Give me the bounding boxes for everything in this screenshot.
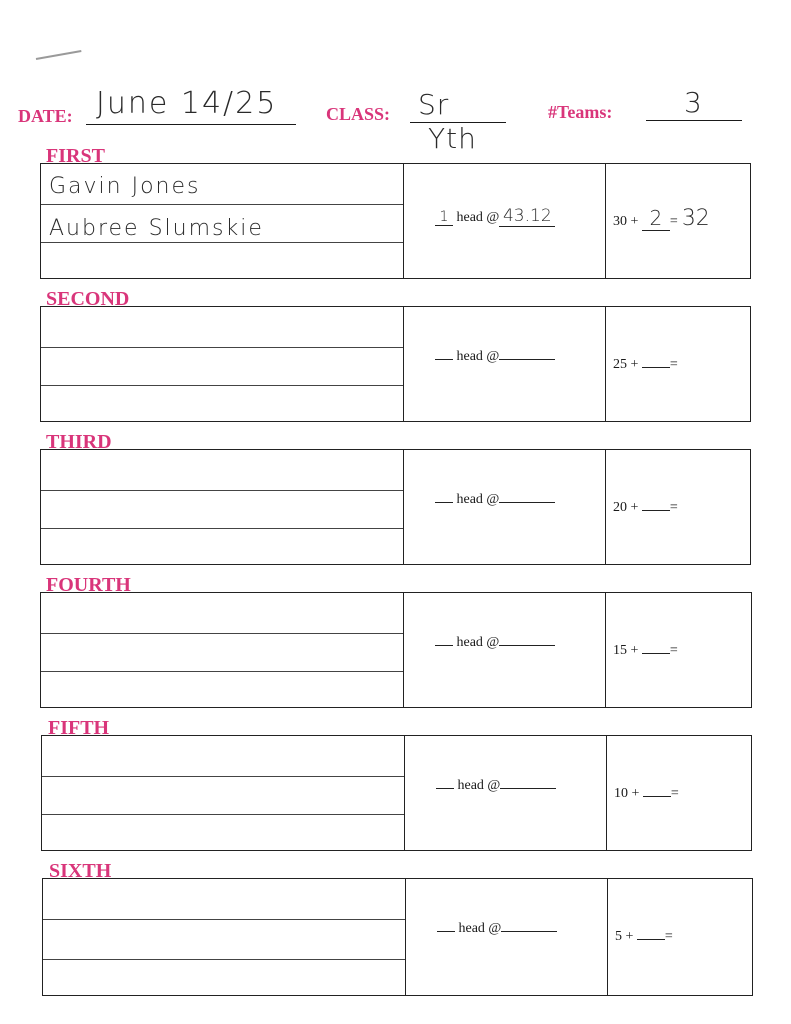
division-title: SIXTH [49, 860, 112, 882]
head-label: head @ [456, 492, 500, 507]
calc-column [605, 593, 751, 707]
head-statement [436, 778, 556, 794]
calc-base: 20 + [613, 500, 639, 515]
names-column [43, 879, 406, 995]
calc-equals: = [664, 929, 673, 944]
name-line [41, 385, 403, 386]
head-column [404, 736, 607, 850]
head-column [403, 593, 606, 707]
division-box [40, 592, 752, 708]
head-count-field[interactable] [435, 359, 453, 360]
calc-total[interactable]: 32 [681, 206, 710, 231]
name-line [41, 490, 403, 491]
division-box [40, 306, 751, 422]
division-title: FIRST [46, 145, 105, 167]
calc-equals: = [669, 357, 678, 372]
teams-underline [646, 120, 742, 121]
calc-statement [615, 921, 677, 946]
head-count-field[interactable] [435, 502, 453, 503]
name-line [41, 528, 403, 529]
date-underline [86, 124, 296, 125]
date-label: DATE: [18, 106, 73, 126]
calc-column [606, 736, 751, 850]
head-at-field[interactable] [501, 931, 557, 932]
calc-base: 25 + [613, 357, 639, 372]
division-box [40, 449, 751, 565]
head-statement [435, 492, 555, 508]
calc-column [607, 879, 752, 995]
division-box [40, 163, 751, 279]
head-at-field[interactable] [500, 788, 556, 789]
name-line [41, 347, 403, 348]
head-column [403, 307, 606, 421]
division-title: FIFTH [48, 717, 110, 739]
head-at-field[interactable]: 43.12 [499, 206, 555, 227]
head-column [405, 879, 608, 995]
added-field[interactable] [642, 510, 670, 511]
name-line [42, 814, 404, 815]
head-statement [437, 921, 557, 937]
calc-base: 5 + [615, 929, 634, 944]
names-column [42, 736, 405, 850]
calc-statement [613, 492, 682, 517]
calc-equals: = [669, 500, 678, 515]
added-field[interactable]: 2 [642, 206, 670, 231]
head-statement [435, 206, 555, 227]
names-column [41, 450, 404, 564]
calc-base: 10 + [614, 786, 640, 801]
date-value[interactable]: June 14/25 [96, 86, 278, 121]
calc-statement [613, 206, 710, 231]
added-field[interactable] [637, 939, 665, 940]
division-title: THIRD [46, 431, 112, 453]
calc-equals: = [669, 643, 678, 658]
head-count-field[interactable] [437, 931, 455, 932]
calc-equals: = [669, 214, 678, 229]
calc-statement [613, 349, 682, 374]
name-line [43, 959, 405, 960]
name-line [43, 919, 405, 920]
added-field[interactable] [642, 367, 670, 368]
name-line [41, 242, 403, 243]
class-value-line1[interactable]: Sr [418, 88, 450, 121]
division-title: SECOND [46, 288, 130, 310]
head-label: head @ [457, 778, 501, 793]
head-label: head @ [456, 210, 500, 225]
head-statement [435, 635, 555, 651]
calc-statement [614, 778, 683, 803]
head-label: head @ [456, 635, 500, 650]
calc-column [605, 307, 750, 421]
division-box [42, 878, 753, 996]
head-at-field[interactable] [499, 502, 555, 503]
division-box [41, 735, 752, 851]
names-column [41, 164, 404, 278]
name-line [41, 204, 403, 205]
class-label: CLASS: [326, 104, 391, 124]
names-column [41, 307, 404, 421]
calc-equals: = [670, 786, 679, 801]
head-count-field[interactable]: 1 [435, 209, 453, 226]
head-label: head @ [456, 349, 500, 364]
head-count-field[interactable] [436, 788, 454, 789]
name-line [41, 633, 403, 634]
head-column [403, 164, 606, 278]
division-title: FOURTH [46, 574, 131, 596]
calc-base: 30 + [613, 214, 639, 229]
name-line [42, 776, 404, 777]
head-statement [435, 349, 555, 365]
calc-statement [613, 635, 682, 660]
teams-value[interactable]: 3 [684, 86, 703, 119]
stray-pencil-mark [36, 50, 82, 60]
head-at-field[interactable] [499, 645, 555, 646]
name-line [41, 671, 403, 672]
calc-column [605, 450, 750, 564]
head-count-field[interactable] [435, 645, 453, 646]
calc-base: 15 + [613, 643, 639, 658]
competitor-name-1[interactable]: Gavin Jones [49, 174, 201, 199]
head-at-field[interactable] [499, 359, 555, 360]
class-value-line2[interactable]: Yth [428, 122, 477, 155]
names-column [41, 593, 404, 707]
calc-column [605, 164, 750, 278]
competitor-name-2[interactable]: Aubree Slumskie [49, 216, 264, 241]
added-field[interactable] [643, 796, 671, 797]
added-field[interactable] [642, 653, 670, 654]
head-label: head @ [458, 921, 502, 936]
head-column [403, 450, 606, 564]
teams-label: #Teams: [548, 102, 613, 122]
